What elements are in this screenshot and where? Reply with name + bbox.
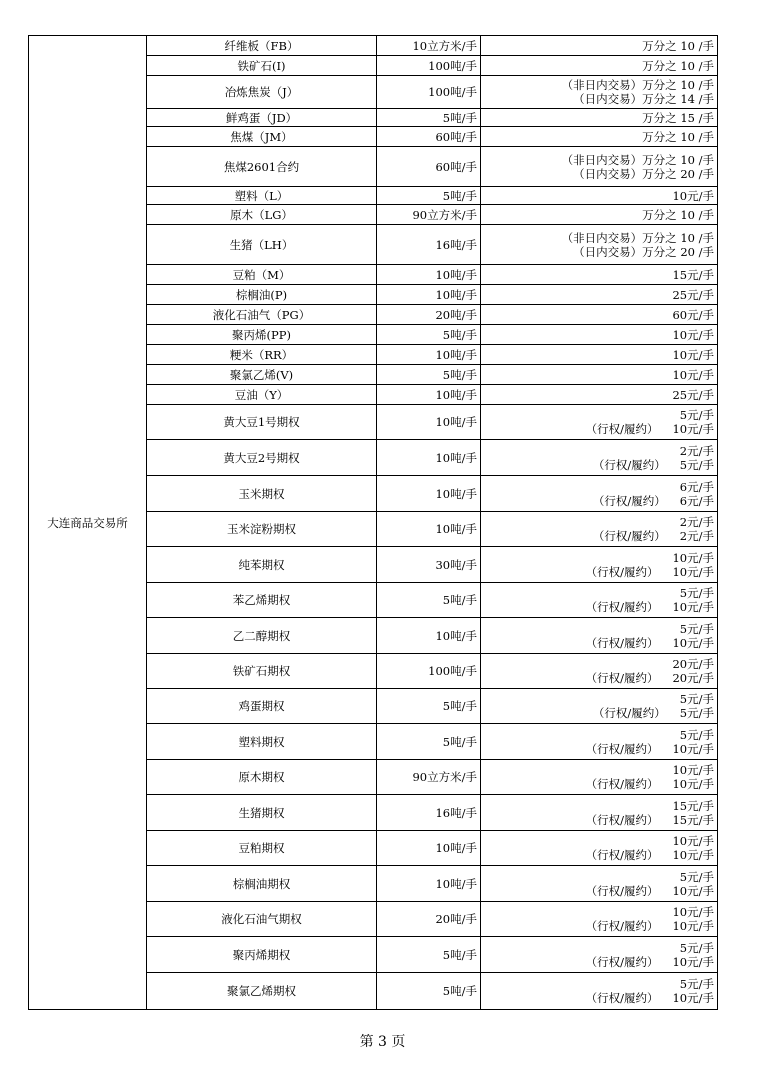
trading-fee: 10元/手: [672, 550, 714, 565]
fee-cell: [481, 225, 718, 265]
trading-unit: 5吨/手: [377, 365, 481, 385]
exercise-label: （行权/履约）: [592, 706, 666, 720]
trading-unit: 90立方米/手: [377, 205, 481, 225]
trading-unit: 60吨/手: [377, 127, 481, 147]
trading-unit: 30吨/手: [377, 547, 481, 583]
trading-unit: 20吨/手: [377, 902, 481, 937]
exercise-fee: 5元/手: [679, 706, 714, 720]
trading-unit: 10吨/手: [377, 345, 481, 365]
product-name: 豆油（Y）: [147, 385, 377, 405]
product-name: 豆粕（M）: [147, 265, 377, 285]
trading-unit: 5吨/手: [377, 724, 481, 760]
fee-cell: [481, 405, 718, 440]
product-name: 焦煤2601合约: [147, 147, 377, 187]
fee-cell: [481, 76, 718, 109]
exercise-fee: 10元/手: [672, 741, 714, 756]
exercise-fee: 20元/手: [672, 671, 714, 685]
exercise-fee: 10元/手: [672, 422, 714, 436]
trading-unit: 16吨/手: [377, 225, 481, 265]
exercise-label: （行权/履约）: [585, 812, 659, 827]
trading-fee: 10元/手: [672, 763, 714, 777]
trading-unit: 10吨/手: [377, 512, 481, 547]
product-name: 塑料（L）: [147, 187, 377, 205]
exchange-name: 大连商品交易所: [29, 36, 147, 1010]
fee-cell: [481, 795, 718, 831]
fee-cell: [481, 583, 718, 618]
product-name: 铁矿石(I): [147, 56, 377, 76]
fee-line: 25元/手: [672, 287, 714, 302]
fee-cell: [481, 689, 718, 724]
product-name: 玉米淀粉期权: [147, 512, 377, 547]
product-name: 棕榈油期权: [147, 866, 377, 902]
trading-unit: 20吨/手: [377, 305, 481, 325]
trading-fee: 2元/手: [679, 515, 714, 529]
trading-fee: 10元/手: [672, 834, 714, 848]
fee-cell: [481, 285, 718, 305]
fee-line: （非日内交易）万分之 10 /手: [561, 78, 714, 92]
exercise-fee: 10元/手: [672, 954, 714, 969]
fee-cell: [481, 325, 718, 345]
fee-cell: [481, 36, 718, 56]
exercise-label: （行权/履约）: [585, 422, 659, 436]
fee-line: 10元/手: [672, 188, 714, 203]
product-name: 聚丙烯(PP): [147, 325, 377, 345]
trading-fee: 5元/手: [679, 869, 714, 884]
exercise-label: （行权/履约）: [585, 564, 659, 579]
fee-line: （非日内交易）万分之 10 /手: [561, 230, 714, 245]
product-name: 玉米期权: [147, 476, 377, 512]
fee-line: 万分之 10 /手: [642, 38, 714, 53]
fee-cell: [481, 476, 718, 512]
exercise-label: （行权/履约）: [585, 919, 659, 933]
fee-line: 万分之 15 /手: [642, 110, 714, 125]
product-name: 聚丙烯期权: [147, 937, 377, 973]
fee-table: [28, 35, 718, 1010]
page-footer: [0, 1031, 765, 1051]
trading-fee: 5元/手: [679, 408, 714, 422]
trading-unit: 10吨/手: [377, 476, 481, 512]
fee-cell: [481, 109, 718, 127]
trading-fee: 20元/手: [672, 657, 714, 671]
fee-cell: [481, 205, 718, 225]
exercise-fee: 10元/手: [672, 777, 714, 791]
trading-fee: 15元/手: [672, 798, 714, 813]
fee-line: （日内交易）万分之 14 /手: [573, 92, 714, 106]
trading-unit: 100吨/手: [377, 76, 481, 109]
product-name: 液化石油气（PG）: [147, 305, 377, 325]
product-name: 聚氯乙烯期权: [147, 973, 377, 1010]
exercise-label: （行权/履约）: [585, 954, 659, 969]
fee-line: 万分之 10 /手: [642, 207, 714, 222]
exercise-fee: 10元/手: [672, 564, 714, 579]
product-name: 纯苯期权: [147, 547, 377, 583]
fee-cell: [481, 265, 718, 285]
trading-fee: 5元/手: [679, 727, 714, 742]
trading-unit: 10吨/手: [377, 831, 481, 866]
trading-fee: 5元/手: [679, 621, 714, 636]
fee-cell: [481, 345, 718, 365]
fee-cell: [481, 654, 718, 689]
product-name: 焦煤（JM）: [147, 127, 377, 147]
product-name: 粳米（RR）: [147, 345, 377, 365]
exercise-label: （行权/履约）: [585, 991, 659, 1005]
trading-fee: 5元/手: [679, 586, 714, 600]
fee-cell: [481, 618, 718, 654]
fee-cell: [481, 305, 718, 325]
fee-cell: [481, 724, 718, 760]
product-name: 鲜鸡蛋（JD）: [147, 109, 377, 127]
exercise-fee: 2元/手: [679, 529, 714, 543]
fee-cell: [481, 760, 718, 795]
product-name: 乙二醇期权: [147, 618, 377, 654]
product-name: 黄大豆1号期权: [147, 405, 377, 440]
product-name: 生猪期权: [147, 795, 377, 831]
fee-line: 万分之 10 /手: [642, 58, 714, 73]
trading-unit: 100吨/手: [377, 56, 481, 76]
fee-cell: [481, 973, 718, 1010]
trading-unit: 90立方米/手: [377, 760, 481, 795]
fee-line: 10元/手: [672, 327, 714, 342]
trading-unit: 60吨/手: [377, 147, 481, 187]
fee-cell: [481, 187, 718, 205]
trading-unit: 5吨/手: [377, 937, 481, 973]
page-number: 第 3 页: [359, 1034, 406, 1050]
trading-unit: 10吨/手: [377, 618, 481, 654]
trading-unit: 10吨/手: [377, 866, 481, 902]
product-name: 生猪（LH）: [147, 225, 377, 265]
exercise-fee: 10元/手: [672, 919, 714, 933]
fee-table-body: [29, 36, 718, 1010]
fee-line: 万分之 10 /手: [642, 129, 714, 144]
exercise-fee: 5元/手: [679, 457, 714, 472]
exercise-label: （行权/履约）: [592, 529, 666, 543]
product-name: 液化石油气期权: [147, 902, 377, 937]
product-name: 纤维板（FB）: [147, 36, 377, 56]
fee-cell: [481, 56, 718, 76]
product-name: 原木期权: [147, 760, 377, 795]
trading-fee: 6元/手: [679, 479, 714, 494]
product-name: 苯乙烯期权: [147, 583, 377, 618]
table-row: [29, 36, 718, 56]
exercise-label: （行权/履约）: [592, 493, 666, 508]
fee-cell: [481, 866, 718, 902]
product-name: 铁矿石期权: [147, 654, 377, 689]
fee-cell: [481, 902, 718, 937]
fee-line: （日内交易）万分之 20 /手: [573, 166, 714, 181]
trading-unit: 10吨/手: [377, 285, 481, 305]
exercise-fee: 10元/手: [672, 600, 714, 614]
trading-unit: 10立方米/手: [377, 36, 481, 56]
fee-line: 10元/手: [672, 367, 714, 382]
fee-cell: [481, 365, 718, 385]
fee-cell: [481, 937, 718, 973]
exercise-fee: 10元/手: [672, 883, 714, 898]
trading-unit: 5吨/手: [377, 187, 481, 205]
exercise-label: （行权/履约）: [585, 600, 659, 614]
exercise-label: （行权/履约）: [585, 741, 659, 756]
trading-unit: 10吨/手: [377, 440, 481, 476]
trading-fee: 5元/手: [679, 940, 714, 955]
trading-unit: 5吨/手: [377, 973, 481, 1010]
trading-unit: 5吨/手: [377, 689, 481, 724]
product-name: 鸡蛋期权: [147, 689, 377, 724]
exercise-fee: 10元/手: [672, 848, 714, 862]
fee-cell: [481, 127, 718, 147]
exercise-label: （行权/履约）: [585, 671, 659, 685]
fee-line: 60元/手: [672, 307, 714, 322]
fee-cell: [481, 547, 718, 583]
exercise-fee: 6元/手: [679, 493, 714, 508]
exercise-label: （行权/履约）: [585, 883, 659, 898]
fee-line: 15元/手: [672, 267, 714, 282]
product-name: 原木（LG）: [147, 205, 377, 225]
exercise-label: （行权/履约）: [585, 848, 659, 862]
fee-cell: [481, 512, 718, 547]
trading-unit: 10吨/手: [377, 385, 481, 405]
trading-fee: 5元/手: [679, 692, 714, 706]
fee-cell: [481, 831, 718, 866]
product-name: 黄大豆2号期权: [147, 440, 377, 476]
exercise-label: （行权/履约）: [585, 777, 659, 791]
exercise-fee: 10元/手: [672, 991, 714, 1005]
trading-unit: 5吨/手: [377, 583, 481, 618]
fee-line: （非日内交易）万分之 10 /手: [561, 152, 714, 167]
exercise-label: （行权/履约）: [592, 457, 666, 472]
trading-unit: 10吨/手: [377, 265, 481, 285]
product-name: 塑料期权: [147, 724, 377, 760]
trading-fee: 2元/手: [679, 443, 714, 458]
trading-unit: 16吨/手: [377, 795, 481, 831]
fee-cell: [481, 385, 718, 405]
fee-line: （日内交易）万分之 20 /手: [573, 244, 714, 259]
product-name: 聚氯乙烯(V): [147, 365, 377, 385]
fee-cell: [481, 147, 718, 187]
product-name: 冶炼焦炭（J）: [147, 76, 377, 109]
trading-unit: 5吨/手: [377, 109, 481, 127]
trading-unit: 5吨/手: [377, 325, 481, 345]
trading-unit: 10吨/手: [377, 405, 481, 440]
exercise-fee: 10元/手: [672, 635, 714, 650]
exercise-label: （行权/履约）: [585, 635, 659, 650]
trading-unit: 100吨/手: [377, 654, 481, 689]
trading-fee: 10元/手: [672, 905, 714, 919]
exercise-fee: 15元/手: [672, 812, 714, 827]
fee-line: 25元/手: [672, 387, 714, 402]
trading-fee: 5元/手: [679, 977, 714, 991]
product-name: 棕榈油(P): [147, 285, 377, 305]
fee-line: 10元/手: [672, 347, 714, 362]
product-name: 豆粕期权: [147, 831, 377, 866]
fee-cell: [481, 440, 718, 476]
